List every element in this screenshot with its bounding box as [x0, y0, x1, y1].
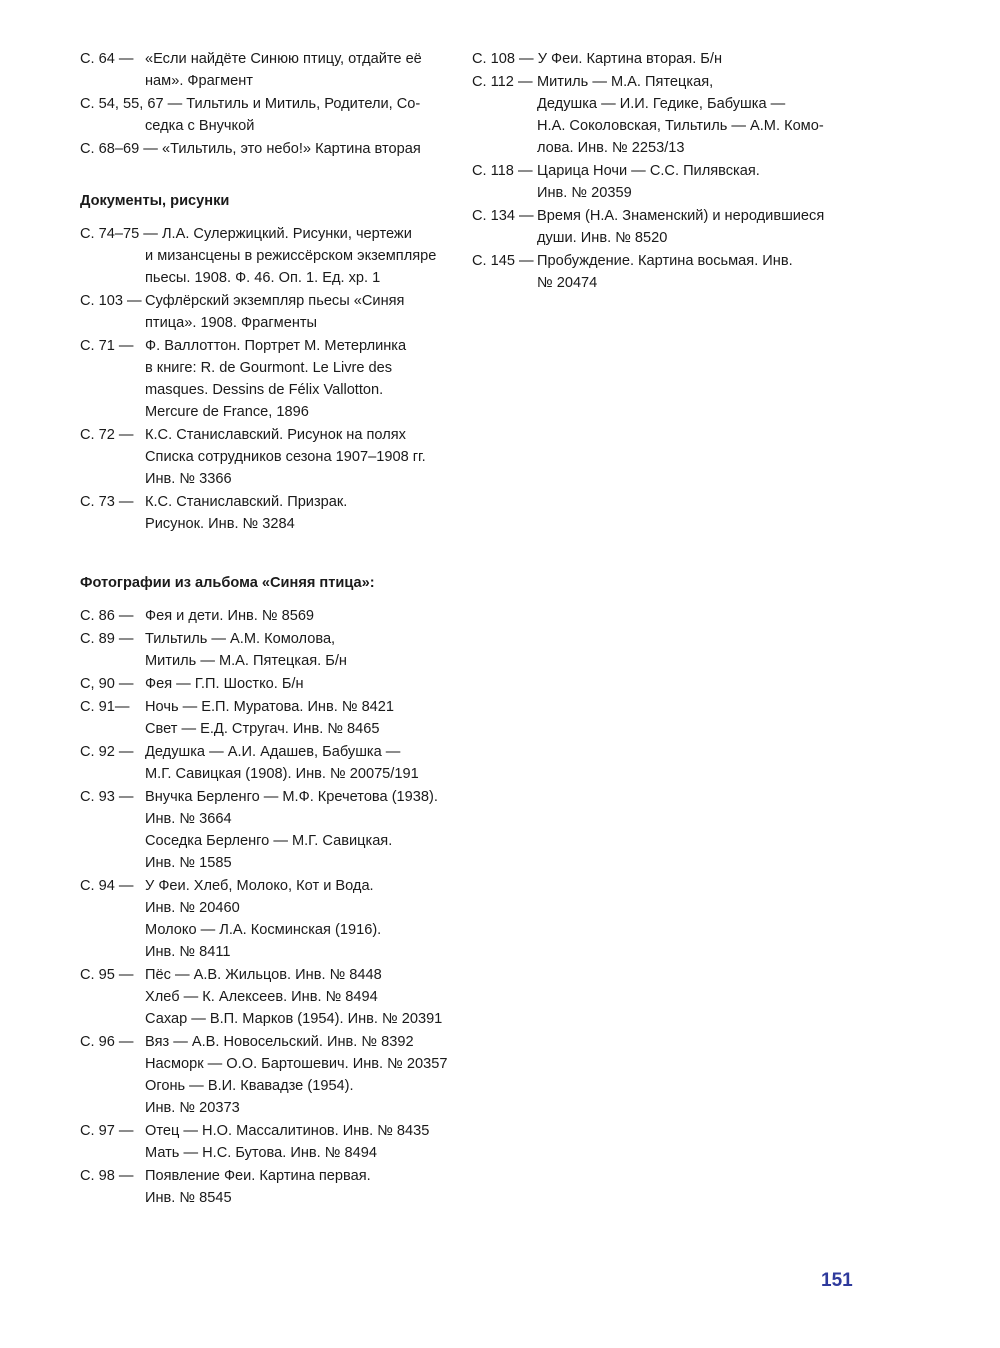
- list-entry: [80, 964, 458, 1030]
- entry-text: Тильтиль и Митиль, Родители, Со-: [186, 96, 421, 112]
- page-reference: С. 92 —: [80, 744, 134, 760]
- page-reference: С. 95 —: [80, 967, 134, 983]
- entry-line: Митиль — М.А. Пятецкая,: [537, 74, 714, 90]
- entry-line: [80, 93, 458, 115]
- list-entry: [80, 1165, 458, 1209]
- list-entry: [472, 71, 852, 159]
- entry-line: Ночь — Е.П. Муратова. Инв. № 8421: [145, 699, 395, 715]
- entry-line: Мать — Н.С. Бутова. Инв. № 8494: [145, 1145, 377, 1161]
- entry-line: пьесы. 1908. Ф. 46. Оп. 1. Ед. хр. 1: [145, 270, 381, 286]
- list-entry: [472, 250, 852, 294]
- entry-line: Насморк — О.О. Бартошевич. Инв. № 20357: [145, 1056, 448, 1072]
- list-entry: [472, 205, 852, 249]
- photos-section-title: Фотографии из альбома «Синяя птица»:: [80, 575, 375, 591]
- entry-line: «Если найдёте Синюю птицу, отдайте её: [145, 51, 422, 67]
- page-reference: С. 54, 55, 67 —: [80, 96, 183, 112]
- entry-line: Митиль — М.А. Пятецкая. Б/н: [145, 653, 347, 669]
- page-reference: С. 145 —: [472, 253, 534, 269]
- list-entry: [80, 424, 458, 490]
- entry-line: masques. Dessins de Félix Vallotton.: [145, 382, 384, 398]
- entry-line: Ф. Валлоттон. Портрет М. Метерлинка: [145, 338, 407, 354]
- entry-line: лова. Инв. № 2253/13: [537, 140, 685, 156]
- entry-line: [472, 48, 852, 70]
- entry-line: Инв. № 3664: [145, 811, 232, 827]
- entry-line: Тильтиль — А.М. Комолова,: [145, 631, 336, 647]
- entry-line: Суфлёрский экземпляр пьесы «Синяя: [145, 293, 405, 309]
- intro-list: [80, 48, 458, 160]
- list-entry: [80, 335, 458, 423]
- list-entry: [80, 1120, 458, 1164]
- list-entry: [80, 93, 458, 137]
- entry-line: Инв. № 20460: [145, 900, 240, 916]
- photos-list: [80, 605, 458, 1209]
- documents-section-title: Документы, рисунки: [80, 193, 230, 209]
- page-reference: С. 86 —: [80, 608, 134, 624]
- list-entry: [80, 223, 458, 289]
- list-entry: [80, 741, 458, 785]
- documents-list: [80, 223, 458, 535]
- entry-line: и мизансцены в режиссёрском экземпляре: [145, 248, 437, 264]
- entry-line: Свет — Е.Д. Стругач. Инв. № 8465: [145, 721, 380, 737]
- right-entries-list: [472, 48, 852, 294]
- page-reference: С. 74–75 —: [80, 226, 158, 242]
- page-reference: С. 96 —: [80, 1034, 134, 1050]
- page-reference: С. 68–69 —: [80, 141, 158, 157]
- entry-line: Mercure de France, 1896: [145, 404, 309, 420]
- list-entry: [80, 138, 458, 160]
- entry-line: Рисунок. Инв. № 3284: [145, 516, 295, 532]
- entry-line: Отец — Н.О. Массалитинов. Инв. № 8435: [145, 1123, 430, 1139]
- list-entry: [80, 290, 458, 334]
- page-reference: С. 108 —: [472, 51, 534, 67]
- entry-line: Инв. № 20373: [145, 1100, 240, 1116]
- page-reference: С. 71 —: [80, 338, 134, 354]
- entry-line: Внучка Берленго — М.Ф. Кречетова (1938).: [145, 789, 438, 805]
- list-entry: [80, 605, 458, 627]
- list-entry: [80, 628, 458, 672]
- list-entry: [80, 491, 458, 535]
- entry-line: Время (Н.А. Знаменский) и неродившиеся: [537, 208, 825, 224]
- right-column: [472, 48, 852, 295]
- entry-line: Вяз — А.В. Новосельский. Инв. № 8392: [145, 1034, 414, 1050]
- entry-line: Инв. № 1585: [145, 855, 232, 871]
- entry-line: Фея и дети. Инв. № 8569: [145, 608, 315, 624]
- entry-line: Сахар — В.П. Марков (1954). Инв. № 20391: [145, 1011, 443, 1027]
- entry-line: в книге: R. de Gourmont. Le Livre des: [145, 360, 393, 376]
- entry-line: У Феи. Хлеб, Молоко, Кот и Вода.: [145, 878, 374, 894]
- page-reference: С. 103 —: [80, 293, 142, 309]
- entry-line: Инв. № 20359: [537, 185, 632, 201]
- entry-line: [80, 138, 458, 160]
- entry-text: Л.А. Сулержицкий. Рисунки, чертежи: [161, 226, 412, 242]
- entry-line: Фея — Г.П. Шостко. Б/н: [145, 676, 304, 692]
- entry-line: К.С. Станиславский. Призрак.: [145, 494, 348, 510]
- entry-line: Н.А. Соколовская, Тильтиль — А.М. Комо-: [537, 118, 824, 134]
- list-entry: [80, 875, 458, 963]
- page-reference: С. 112 —: [472, 74, 533, 90]
- page-reference: С. 73 —: [80, 494, 134, 510]
- entry-line: Хлеб — К. Алексеев. Инв. № 8494: [145, 989, 378, 1005]
- entry-line: К.С. Станиславский. Рисунок на полях: [145, 427, 406, 443]
- list-entry: [80, 696, 458, 740]
- entry-line: [80, 223, 458, 245]
- list-entry: [80, 786, 458, 874]
- entry-line: Инв. № 8411: [145, 944, 231, 960]
- entry-line: Инв. № 3366: [145, 471, 232, 487]
- list-entry: [80, 1031, 458, 1119]
- entry-line: Дедушка — А.И. Адашев, Бабушка —: [145, 744, 401, 760]
- entry-line: Огонь — В.И. Квавадзе (1954).: [145, 1078, 354, 1094]
- page-reference: С. 118 —: [472, 163, 533, 179]
- entry-line: седка с Внучкой: [145, 118, 255, 134]
- page-reference: С, 90 —: [80, 676, 134, 692]
- entry-line: Пробуждение. Картина восьмая. Инв.: [537, 253, 793, 269]
- entry-line: птица». 1908. Фрагменты: [145, 315, 318, 331]
- entry-line: Соседка Берленго — М.Г. Савицкая.: [145, 833, 393, 849]
- page-reference: С. 89 —: [80, 631, 134, 647]
- entry-line: нам». Фрагмент: [145, 73, 253, 89]
- entry-line: Списка сотрудников сезона 1907–1908 гг.: [145, 449, 426, 465]
- page-reference: С. 64 —: [80, 51, 134, 67]
- page-number: 151: [821, 1270, 853, 1291]
- entry-line: № 20474: [537, 275, 598, 291]
- list-entry: [472, 160, 852, 204]
- entry-line: Пёс — А.В. Жильцов. Инв. № 8448: [145, 967, 382, 983]
- entry-line: Инв. № 8545: [145, 1190, 232, 1206]
- page-reference: С. 91—: [80, 699, 130, 715]
- entry-text: «Тильтиль, это небо!» Картина вторая: [161, 141, 421, 157]
- entry-line: Молоко — Л.А. Косминская (1916).: [145, 922, 382, 938]
- entry-line: Дедушка — И.И. Гедике, Бабушка —: [537, 96, 786, 112]
- entry-line: души. Инв. № 8520: [537, 230, 668, 246]
- list-entry: [80, 48, 458, 92]
- entry-line: Появление Феи. Картина первая.: [145, 1168, 371, 1184]
- entry-line: М.Г. Савицкая (1908). Инв. № 20075/191: [145, 766, 419, 782]
- page-reference: С. 94 —: [80, 878, 134, 894]
- entry-line: Царица Ночи — С.С. Пилявская.: [537, 163, 760, 179]
- page-reference: С. 93 —: [80, 789, 134, 805]
- left-column: [80, 48, 458, 1210]
- page-reference: С. 97 —: [80, 1123, 134, 1139]
- list-entry: [472, 48, 852, 70]
- page-reference: С. 134 —: [472, 208, 534, 224]
- list-entry: [80, 673, 458, 695]
- page-reference: С. 98 —: [80, 1168, 134, 1184]
- page-reference: С. 72 —: [80, 427, 134, 443]
- entry-text: У Феи. Картина вторая. Б/н: [537, 51, 723, 67]
